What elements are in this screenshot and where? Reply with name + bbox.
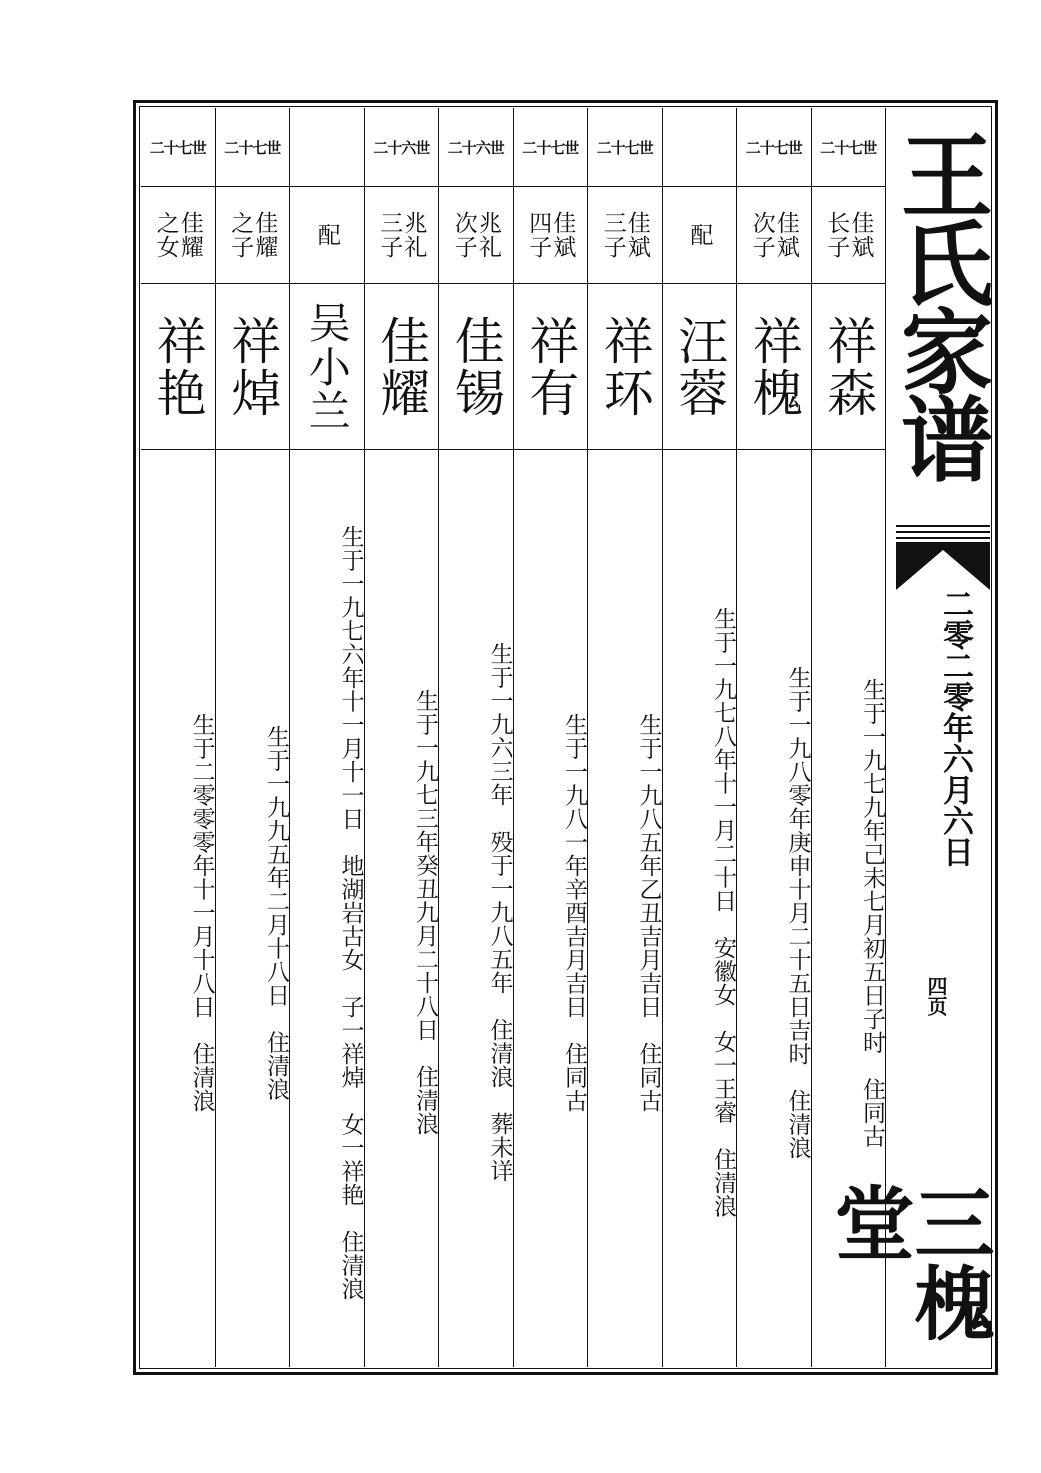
bio-text: 生于一九七六年十一月十一日 地湖岩古女 子一祥焯 女一祥艳 住清浪 <box>337 524 364 1301</box>
generation-label: 二十七世 <box>514 108 588 187</box>
generation-label: 二十七世 <box>737 108 811 187</box>
bio-text: 生于一九九五年二月十八日 住清浪 <box>263 724 289 1101</box>
person-name: 吴小兰 <box>290 284 364 450</box>
page-number: 四页 <box>924 976 948 1016</box>
person-name: 祥有 <box>514 284 588 450</box>
entry-column <box>215 108 290 1367</box>
generation-label: 二十六世 <box>439 108 513 187</box>
person-bio <box>588 450 662 1367</box>
person-name: 祥环 <box>588 284 662 450</box>
relation-label: 兆礼 次子 <box>439 187 513 284</box>
relation-label: 兆礼 三子 <box>365 187 439 284</box>
entry-column <box>736 108 811 1367</box>
bio-text: 生于二零零零年十一月十八日 住清浪 <box>188 712 215 1113</box>
book-title: 王氏家谱 <box>886 128 994 480</box>
bio-text: 生于一九七八年十一月二十日 安徽女 女一王睿 住清浪 <box>710 607 736 1218</box>
person-name: 汪蓉 <box>663 284 737 450</box>
generation-label <box>663 108 737 187</box>
relation-label: 配 <box>290 187 364 284</box>
bio-text: 生于一九七九年己未七月初五日子时 住同古 <box>859 677 885 1148</box>
bio-text: 生于一九七三年癸丑九月二十八日 住清浪 <box>412 689 438 1136</box>
person-bio <box>663 450 737 1367</box>
relation-label: 佳斌 长子 <box>812 187 886 284</box>
person-name: 佳锡 <box>439 284 513 450</box>
relation-label: 佳斌 次子 <box>737 187 811 284</box>
hall-name: 三槐堂 <box>821 1182 995 1342</box>
person-bio <box>737 450 811 1367</box>
person-bio <box>365 450 439 1367</box>
genealogy-table <box>141 108 886 1367</box>
relation-label: 佳斌 四子 <box>514 187 588 284</box>
entry-column <box>587 108 662 1367</box>
generation-label: 二十七世 <box>588 108 662 187</box>
entry-column <box>364 108 439 1367</box>
entry-column <box>438 108 513 1367</box>
bio-text: 生于一九八零年庚申十月二十五日吉时 住清浪 <box>784 665 811 1160</box>
bio-text: 生于一九六三年 殁于一九八五年 住清浪 葬未详 <box>486 642 513 1183</box>
generation-label: 二十七世 <box>141 108 215 187</box>
entry-column <box>662 108 737 1367</box>
entry-column <box>811 108 886 1367</box>
generation-label: 二十六世 <box>365 108 439 187</box>
bio-text: 生于一九八一年辛酉吉月吉日 住同古 <box>561 712 587 1113</box>
relation-label: 配 <box>663 187 737 284</box>
relation-label: 佳耀 之子 <box>216 187 290 284</box>
person-name: 祥森 <box>812 284 886 450</box>
person-name: 祥槐 <box>737 284 811 450</box>
person-bio <box>141 450 215 1367</box>
entry-column <box>513 108 588 1367</box>
entry-column <box>289 108 364 1367</box>
person-name: 祥艳 <box>141 284 215 450</box>
fishtail-divider <box>896 524 990 594</box>
relation-label: 佳耀 之女 <box>141 187 215 284</box>
generation-label <box>290 108 364 187</box>
person-bio <box>514 450 588 1367</box>
generation-label: 二十七世 <box>812 108 886 187</box>
bio-text: 生于一九八五年乙丑吉月吉日 住同古 <box>635 712 662 1113</box>
person-name: 佳耀 <box>365 284 439 450</box>
compile-date: 二零二零年六月六日 <box>937 588 973 867</box>
person-bio <box>439 450 513 1367</box>
person-name: 祥焯 <box>216 284 290 450</box>
entry-column <box>141 108 215 1367</box>
generation-label: 二十七世 <box>216 108 290 187</box>
relation-label: 佳斌 三子 <box>588 187 662 284</box>
person-bio <box>216 450 290 1367</box>
person-bio <box>290 450 364 1367</box>
